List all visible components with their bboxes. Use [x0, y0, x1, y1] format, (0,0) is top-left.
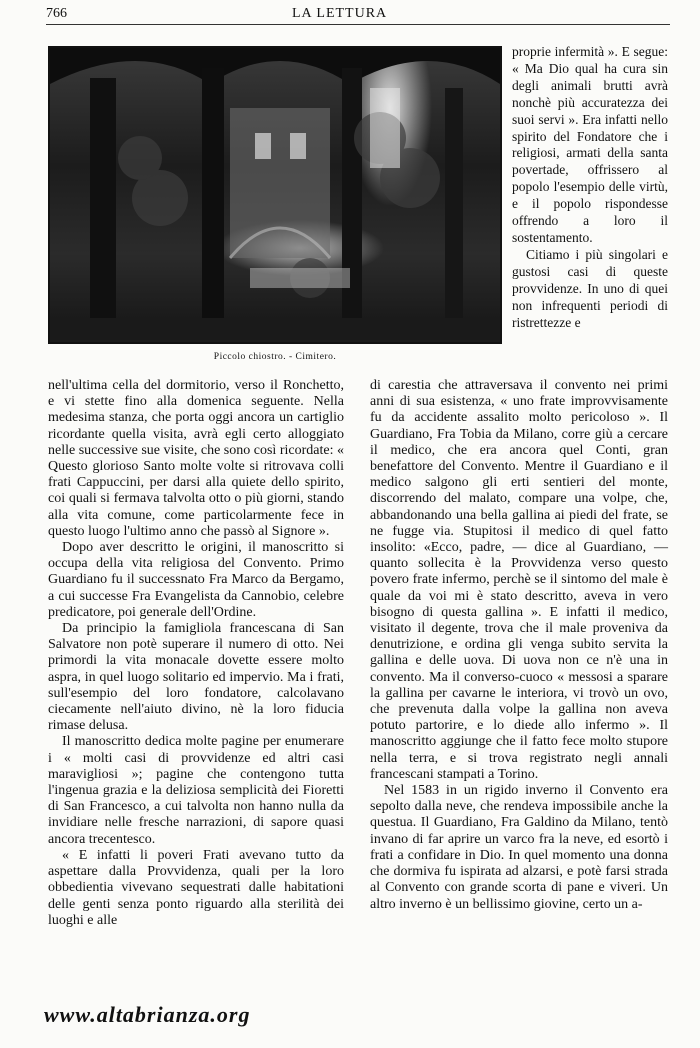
- running-title: LA LETTURA: [292, 6, 388, 21]
- paragraph: Il manoscritto dedica molte pagine per enumerare i « molti casi di provvidenze ed altri casi maravigliosi »; pagine che contengono tutta l'ingenua grazia e la deliziosa semplicità dei Fioretti di San Francesco, a cui talvolta non hanno nulla da invidiare nelle fresche narrazioni, di sapore quasi ancora trecentesco.: [48, 734, 344, 847]
- paragraph: Da principio la famigliola francescana di San Salvatore non potè superare il numero di otto. Nei primordi la vita monacale dovette essere molto aspra, in quel luogo solitario ed impervio. Ma i frati, sull'esempio del loro fondatore, calcolavano ciecamente nell'aiuto divino, nè la loro fiducia rimase delusa.: [48, 621, 344, 734]
- paragraph: di carestia che attraversava il convento nei primi anni di sua esistenza, « uno frate improvvisamente fu da accidente assalito molto pericoloso ». Il Guardiano, Fra Tobia da Milano, corre giù a cercare il medico, che era ancora quel Conti, gran benefattore del Convento. Mentre il Guardiano e il medico salgono gli erti sentieri del monte, discorrendo del malato, compare una volpe, che, abbandonando una bella gallina ai piedi del frate, se ne fugge via. Stupitosi il medico di quel fatto insolito: «Ecco, padre, — dice al Guardiano, — quanto sollecita è la Provvidenza verso questo povero frate infermo, perchè se il sintomo del male è quale da voi mi è stato descritto, aveva in vero bisogno di questa gallina ». E infatti il medico, visitato il degente, trova che il male proveniva da denutrizione, e ordina gli venga subito servita la gallina e delle uova. Di uova non ce n'è una in convento. Ma il converso-cuoco « messosi a sparare la gallina per cavarne le interiora, vi trovò un ovo, che prevenuta dalla volpe la gallina non aveva potuto partorire, e lo diede allo infermo ». Il manoscritto aggiunge che il fatto fece molto stupore nella terra, e si trova registrato negli annali francescani stampati a Torino.: [370, 378, 668, 782]
- paragraph: Citiamo i più singolari e gustosi casi di queste provvidenze. In uno di quei non infrequenti periodi di ristrettezze e: [512, 246, 668, 330]
- paragraph: proprie infermità ». E segue: « Ma Dio qual ha cura sin degli animali brutti avrà nonchè più accuratezza dei suoi servi ». Era infatti nello spirito del Fondatore che i religiosi, armati della santa povertade, offrissero al popolo l'esempio delle virtù, e il popolo rispondesse offrendo a loro il sostentamento.: [512, 44, 668, 245]
- paragraph: « E infatti li poveri Frati avevano tutto da aspettare dalla Provvidenza, quali per la loro obbedientia vivevano sequestrati dalle habitationi delle genti senza ponto riguardo alla sterilità dei luoghi e alle: [48, 847, 344, 928]
- paragraph: Nel 1583 in un rigido inverno il Convento era sepolto dalla neve, che rendeva impossibile anche la questua. Il Guardiano, Fra Galdino da Milano, tentò invano di far aprire un varco fra la neve, ed esortò i frati a confidare in Dio. In quel momento una donna che dormiva fu ispirata ad alzarsi, e potè farsi strada al Convento con grande scorta di pane e viveri. Un altro inverno è un bellissimo giovine, certo un a-: [370, 783, 668, 912]
- paragraph: Dopo aver descritto le origini, il manoscritto si occupa della vita religiosa del Convento. Primo Guardiano fu il successnato Fra Marco da Bergamo, a cui successe Fra Evangelista da Cannobio, celebre predicatore, poi generale dell'Ordine.: [48, 540, 344, 620]
- cloister-photo-drawing: [50, 48, 500, 342]
- header-rule: [46, 24, 670, 25]
- text-column-right: [370, 378, 668, 913]
- text-column-left: [48, 378, 344, 929]
- photo-caption: Piccolo chiostro. - Cimitero.: [213, 352, 337, 362]
- text-column-top-right: [512, 44, 668, 331]
- cloister-photo: [48, 46, 502, 344]
- watermark: www.altabrianza.org: [44, 1002, 251, 1027]
- page-number: 766: [46, 6, 67, 21]
- paragraph: nell'ultima cella del dormitorio, verso il Ronchetto, e vi stette fino alla domenica seguente. Nella medesima stanza, che porta oggi ancora un cartiglio ricordante quella visita, avrà egli certo alloggiato nelle successive sue visite, che sono così ricordate: « Questo glorioso Santo molte volte si ritrovava colli frati Cappuccini, per darsi alla quiete dello spirito, coi quali si fermava talvolta otto o più giorni, stando alla vita comune, come particolarmente fece in questo luogo l'ultimo anno che passò al Signore ».: [48, 378, 344, 539]
